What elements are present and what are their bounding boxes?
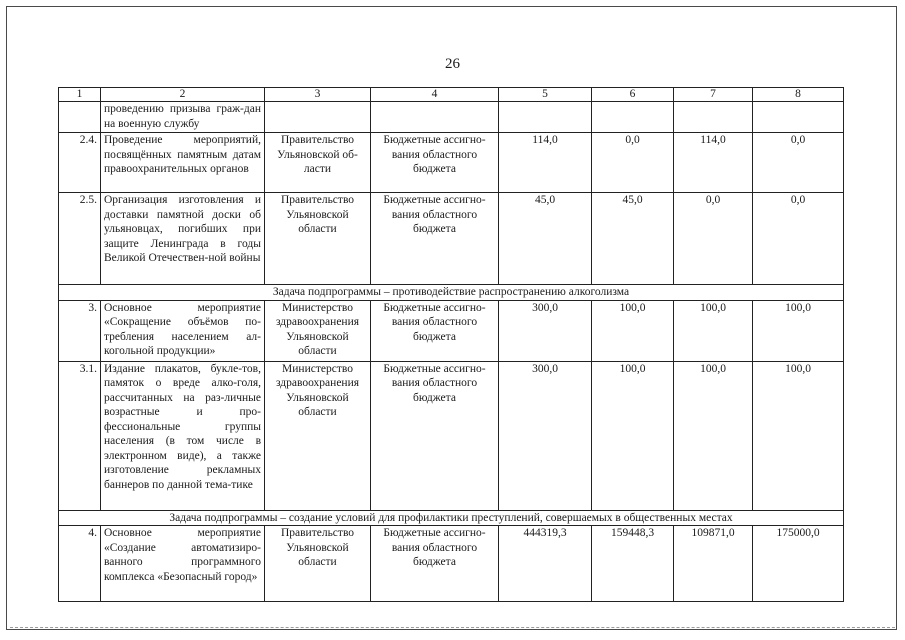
row-number: 3.1. [59,361,101,510]
header-cell: 8 [753,88,844,102]
table-header-row [59,88,844,102]
activity-name: Издание плакатов, букле-тов, памяток о вреде алко-голя, рассчитанных на раз-личные возрастные и про-фессиональные группы населения (в том числе в электронном виде), а также изготовление рекламных баннеров по данной тема-тике [101,361,265,510]
funding-source: Бюджетные ассигно-вания областного бюджета [371,193,499,285]
table-row [59,133,844,193]
activity-name: Проведение мероприятий, посвящённых памятным датам правоохранительных органов [101,133,265,193]
value-col6: 0,0 [592,133,674,193]
value-col6 [592,102,674,133]
page-number: 26 [445,56,460,72]
executor: Министерство здравоохранения Ульяновской области [265,300,371,361]
executor: Министерство здравоохранения Ульяновской области [265,361,371,510]
header-cell: 6 [592,88,674,102]
table-row [59,526,844,602]
value-col8: 0,0 [753,133,844,193]
funding-source [371,102,499,133]
header-cell: 1 [59,88,101,102]
value-col5: 300,0 [499,361,592,510]
value-col8: 0,0 [753,193,844,285]
activity-name: Организация изготовления и доставки памятной доски об ульяновцах, погибших при защите Ленинграда в годы Великой Отечествен-ной войны [101,193,265,285]
funding-source: Бюджетные ассигно-вания областного бюджета [371,133,499,193]
value-col8: 100,0 [753,300,844,361]
value-col5: 444319,3 [499,526,592,602]
scan-edge-line [10,627,895,631]
row-number: 3. [59,300,101,361]
section-row [59,285,844,301]
activity-name: Основное мероприятие «Сокращение объёмов по-требления населением ал-когольной продукции» [101,300,265,361]
funding-source: Бюджетные ассигно-вания областного бюджета [371,526,499,602]
value-col6: 45,0 [592,193,674,285]
executor: Правительство Ульяновской об-ласти [265,133,371,193]
table-row [59,361,844,510]
table-row [59,193,844,285]
value-col7 [674,102,753,133]
section-row [59,510,844,526]
header-cell: 2 [101,88,265,102]
funding-source: Бюджетные ассигно-вания областного бюджета [371,300,499,361]
value-col8: 100,0 [753,361,844,510]
funding-source: Бюджетные ассигно-вания областного бюджета [371,361,499,510]
value-col5: 114,0 [499,133,592,193]
value-col7: 100,0 [674,361,753,510]
header-cell: 4 [371,88,499,102]
header-cell: 3 [265,88,371,102]
value-col5: 45,0 [499,193,592,285]
row-number [59,102,101,133]
value-col8: 175000,0 [753,526,844,602]
executor: Правительство Ульяновской области [265,526,371,602]
table-row [59,102,844,133]
value-col5: 300,0 [499,300,592,361]
budget-table [58,87,844,602]
executor: Правительство Ульяновской области [265,193,371,285]
header-cell: 7 [674,88,753,102]
row-number: 4. [59,526,101,602]
value-col6: 159448,3 [592,526,674,602]
table-row [59,300,844,361]
activity-name: проведению призыва граж-дан на военную службу [101,102,265,133]
header-cell: 5 [499,88,592,102]
row-number: 2.5. [59,193,101,285]
value-col7: 109871,0 [674,526,753,602]
section-title: Задача подпрограммы – противодействие распространению алкоголизма [59,285,844,301]
value-col8 [753,102,844,133]
section-title: Задача подпрограммы – создание условий для профилактики преступлений, совершаемых в общественных местах [59,510,844,526]
value-col5 [499,102,592,133]
value-col7: 0,0 [674,193,753,285]
value-col7: 114,0 [674,133,753,193]
executor [265,102,371,133]
activity-name: Основное мероприятие «Создание автоматизиро-ванного программного комплекса «Безопасный город» [101,526,265,602]
row-number: 2.4. [59,133,101,193]
value-col6: 100,0 [592,361,674,510]
value-col6: 100,0 [592,300,674,361]
value-col7: 100,0 [674,300,753,361]
